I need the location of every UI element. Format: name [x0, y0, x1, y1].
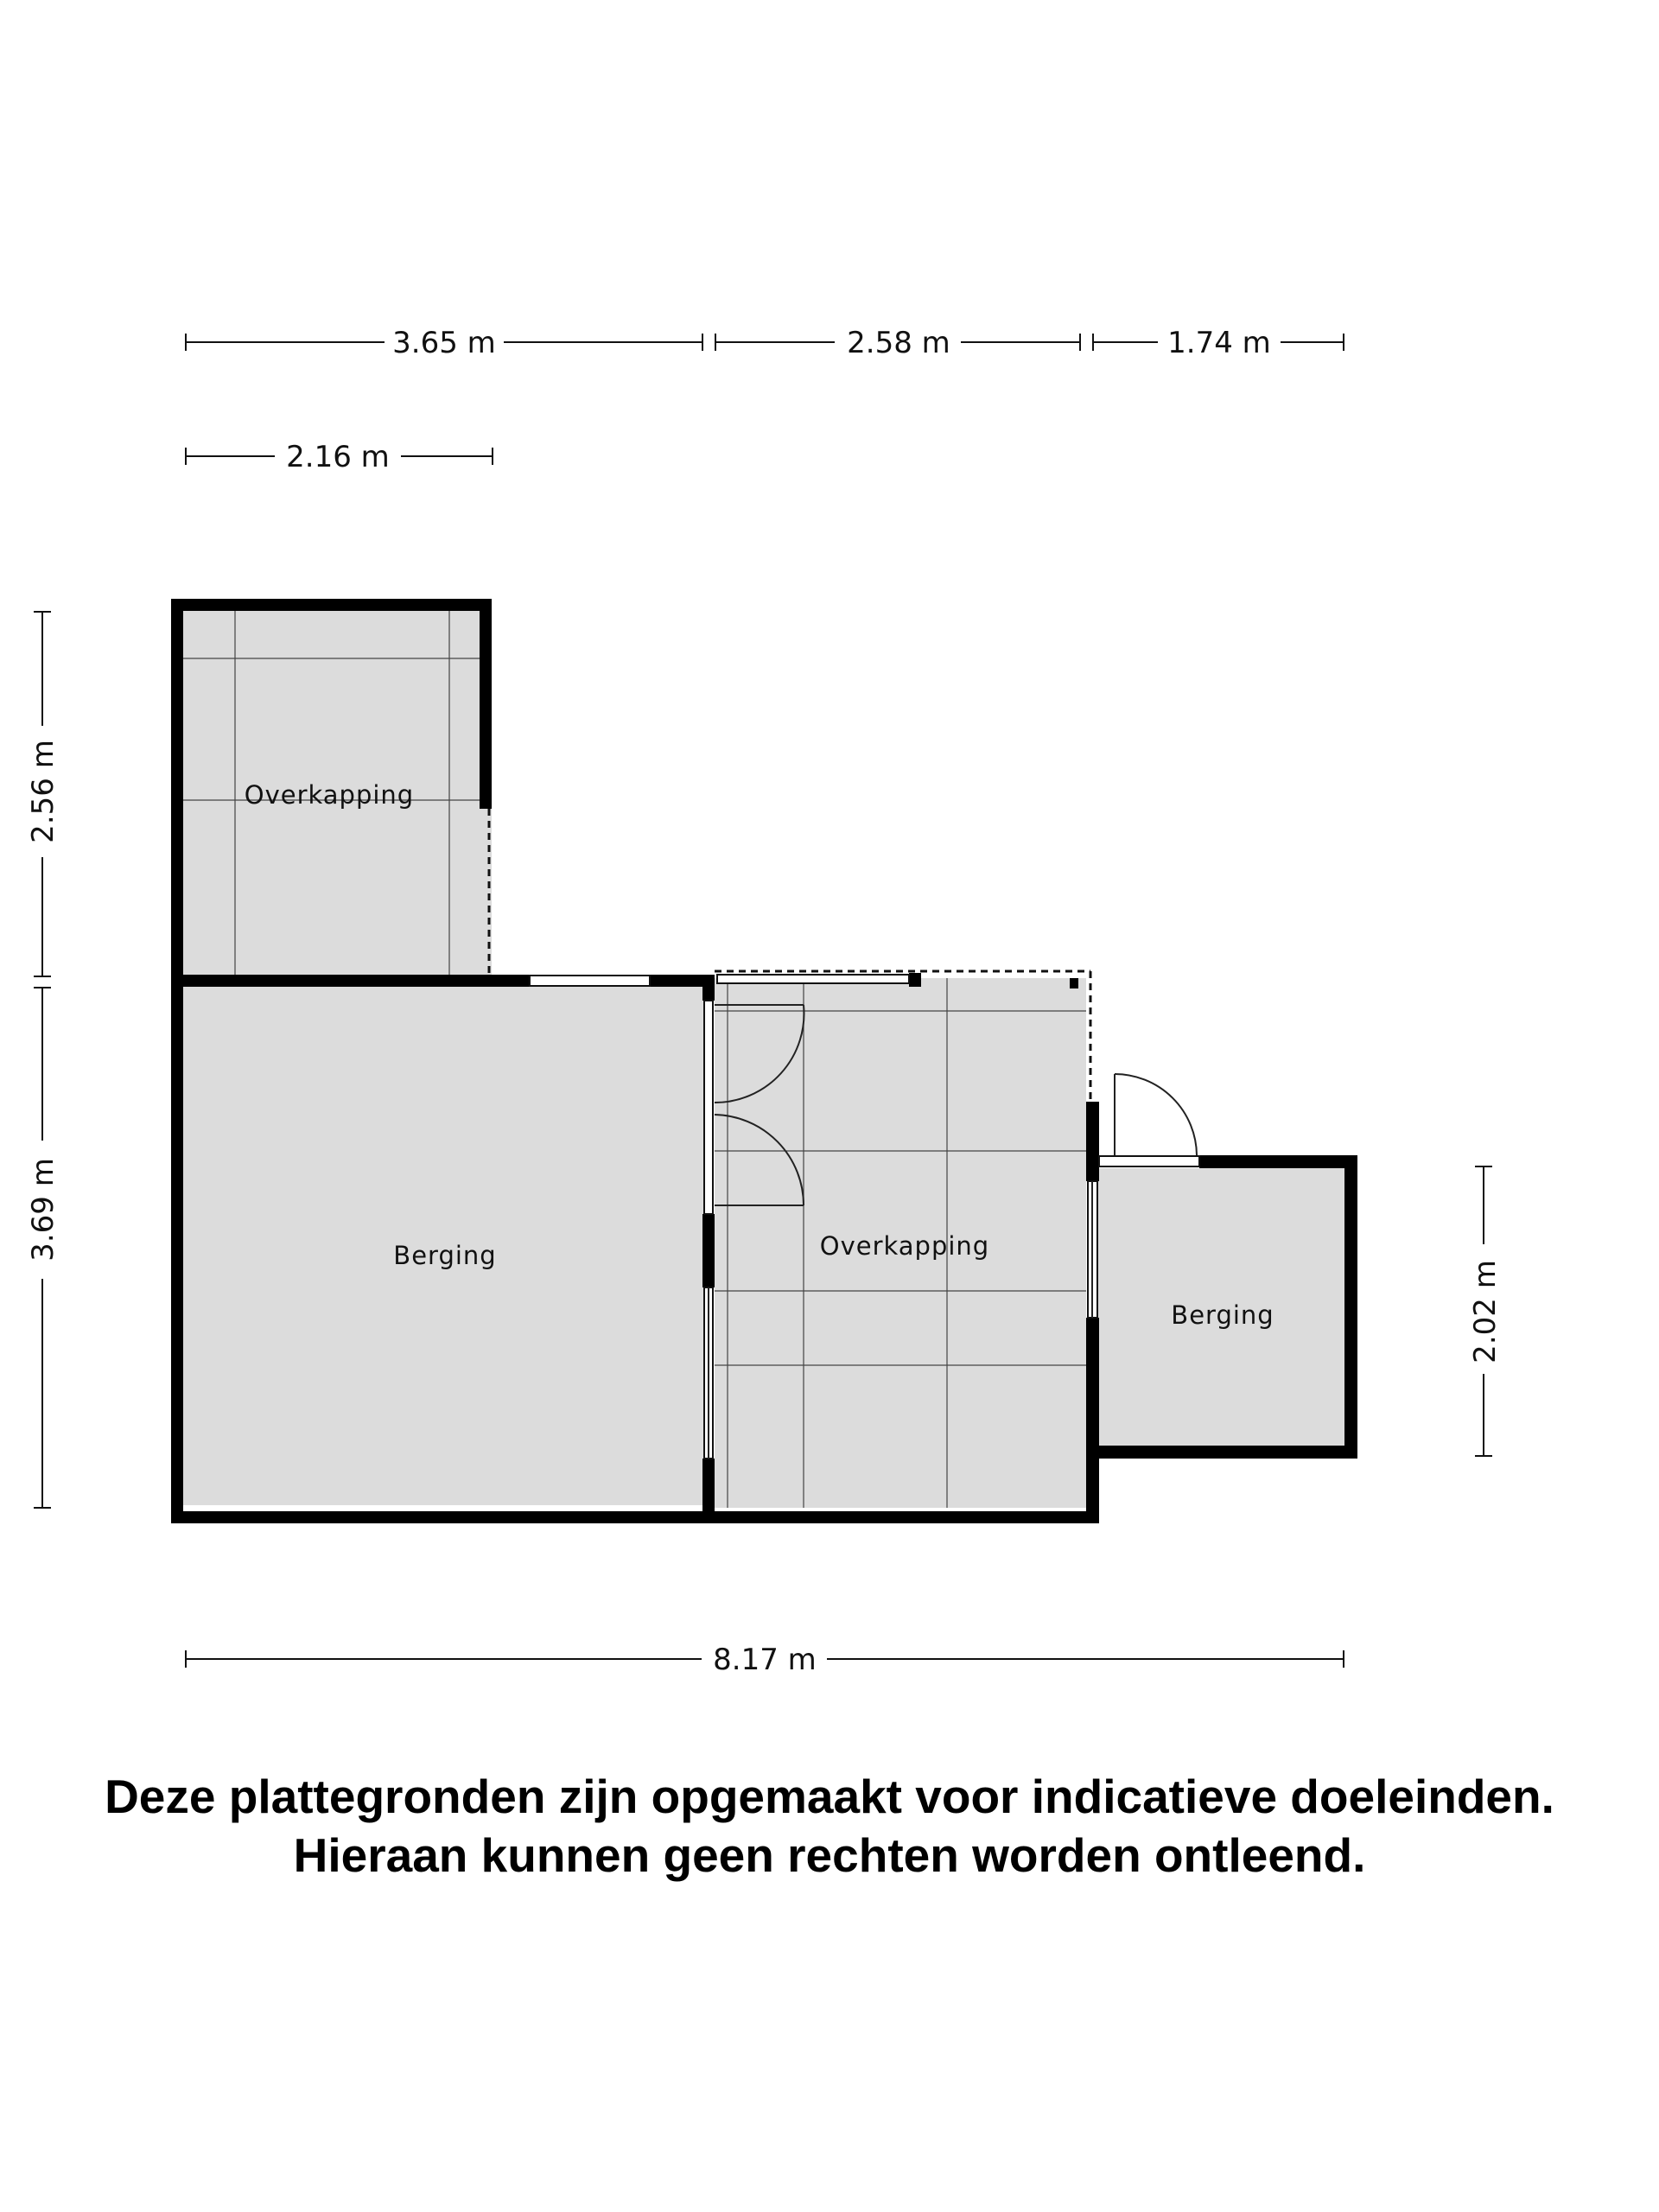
dimension-label-bottom: 8.17 m: [713, 1643, 817, 1677]
dimension-left-upper: [26, 612, 60, 976]
room-label-overkapping-top: Overkapping: [244, 780, 415, 810]
dimension-top-small: [186, 440, 493, 474]
dimension-left-lower: [26, 988, 60, 1508]
room-label-berging-small: Berging: [1171, 1300, 1274, 1330]
dimension-label-right: 2.02 m: [1468, 1260, 1503, 1363]
dimension-label-top-3: 1.74 m: [1167, 326, 1271, 360]
floor-areas: [183, 611, 1344, 1508]
disclaimer-line-1: Deze plattegronden zijn opgemaakt voor indicatieve doeleinden.: [105, 1770, 1554, 1823]
dimension-label-top-1: 3.65 m: [392, 326, 496, 360]
room-label-overkapping-middle: Overkapping: [819, 1231, 990, 1261]
dimension-label-left-lower: 3.69 m: [26, 1158, 60, 1262]
disclaimer-line-2: Hieraan kunnen geen rechten worden ontleend.: [293, 1828, 1366, 1882]
dimension-label-top-2: 2.58 m: [847, 326, 950, 360]
dimension-top-3: [1093, 326, 1344, 360]
dimension-bottom: [186, 1643, 1344, 1677]
disclaimer: [0, 1767, 1659, 1885]
dimension-label-left-upper: 2.56 m: [26, 740, 60, 843]
dimension-label-top-small: 2.16 m: [286, 440, 390, 474]
dimension-top-2: [715, 326, 1080, 360]
dimension-right: [1468, 1166, 1503, 1456]
room-label-berging-main: Berging: [393, 1241, 497, 1270]
dimension-top-1: [186, 326, 702, 360]
